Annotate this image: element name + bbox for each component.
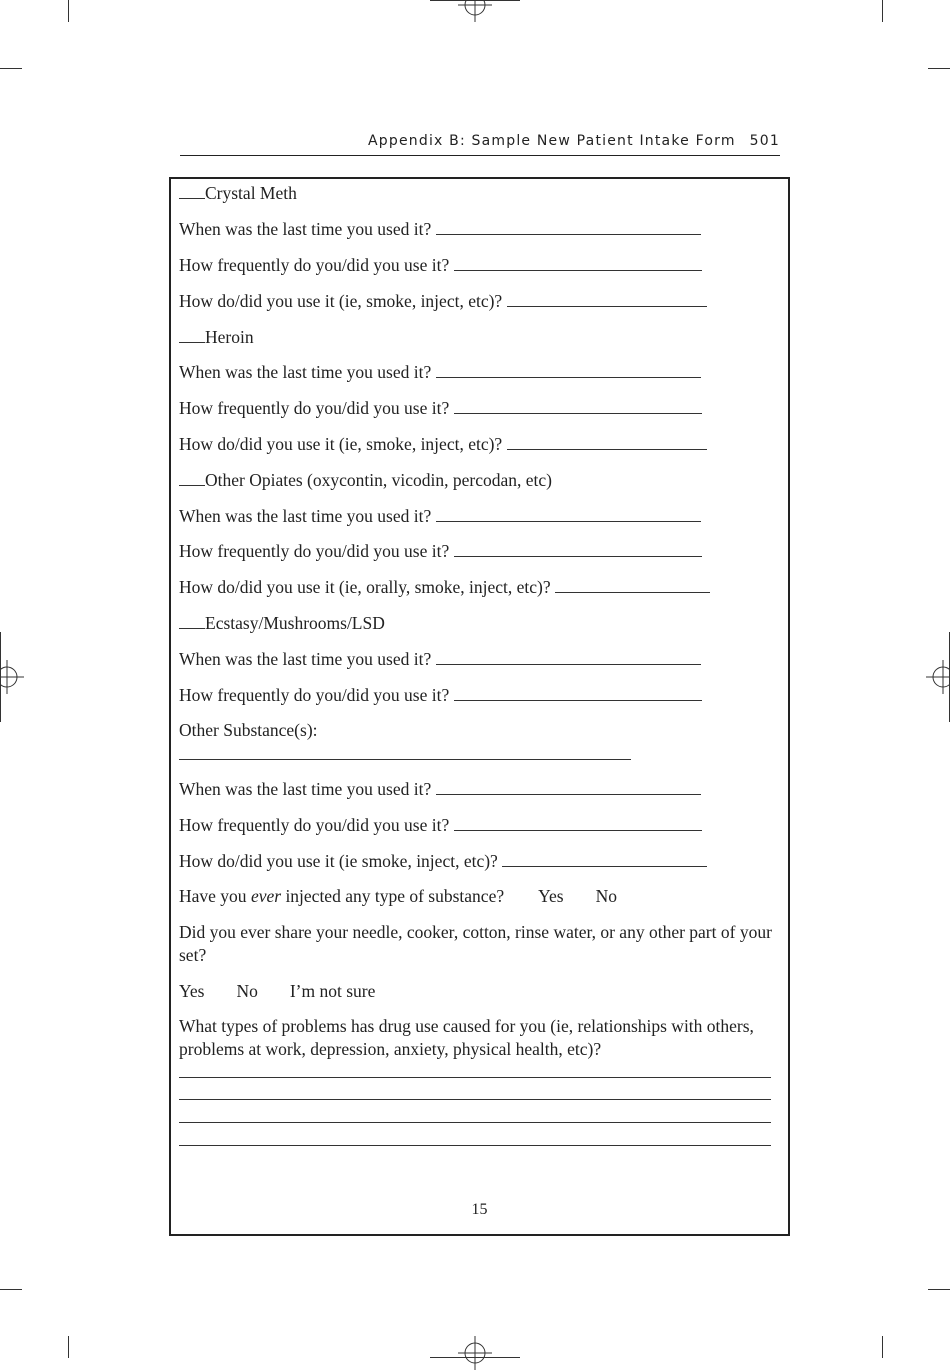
form-page-number: 15 — [471, 1201, 488, 1218]
check-blank[interactable] — [179, 469, 205, 486]
answer-line[interactable] — [179, 1122, 771, 1123]
answer-blank[interactable] — [436, 648, 701, 665]
answer-blank[interactable] — [454, 397, 702, 414]
crop-mark — [0, 1289, 22, 1290]
header-page-number: 501 — [749, 133, 780, 149]
crop-mark — [68, 0, 69, 22]
ecstasy-item: Ecstasy/Mushrooms/LSD — [179, 612, 385, 635]
answer-blank[interactable] — [502, 850, 707, 867]
answer-blank[interactable] — [436, 505, 701, 522]
opiates-item: Other Opiates (oxycontin, vicodin, percodan, etc) — [179, 469, 552, 492]
header-title: Appendix B: Sample New Patient Intake Form — [368, 133, 736, 149]
heroin-method: How do/did you use it (ie, smoke, inject, etc)? — [179, 433, 707, 456]
answer-blank[interactable] — [555, 576, 710, 593]
heroin-frequency: How frequently do you/did you use it? — [179, 397, 702, 420]
other-frequency: How frequently do you/did you use it? — [179, 814, 702, 837]
answer-blank[interactable] — [454, 814, 702, 831]
answer-blank[interactable] — [454, 254, 702, 271]
crop-mark — [0, 68, 22, 69]
answer-blank[interactable] — [507, 290, 707, 307]
share-options — [179, 980, 375, 1003]
form-box — [169, 177, 790, 1236]
crop-mark — [882, 1336, 883, 1358]
answer-line[interactable] — [179, 1099, 771, 1100]
crop-mark — [68, 1336, 69, 1358]
check-blank[interactable] — [179, 182, 205, 199]
check-blank[interactable] — [179, 326, 205, 343]
answer-blank[interactable] — [454, 540, 702, 557]
opiates-last-used: When was the last time you used it? — [179, 505, 701, 528]
answer-blank[interactable] — [507, 433, 707, 450]
crystal-frequency: How frequently do you/did you use it? — [179, 254, 702, 277]
registration-mark-icon — [926, 660, 950, 694]
share-yes-option[interactable]: Yes — [179, 981, 205, 1001]
answer-line[interactable] — [179, 1077, 771, 1078]
ecstasy-frequency: How frequently do you/did you use it? — [179, 684, 702, 707]
answer-blank[interactable] — [436, 778, 701, 795]
injected-yes-option[interactable]: Yes — [538, 886, 564, 906]
problems-question: What types of problems has drug use caused for you (ie, relationships with others, problems at work, depression, anxiety, physical health, etc)? — [179, 1016, 754, 1059]
running-header — [180, 131, 780, 156]
opiates-frequency: How frequently do you/did you use it? — [179, 540, 702, 563]
injected-no-option[interactable]: No — [595, 886, 617, 906]
share-no-option[interactable]: No — [236, 981, 258, 1001]
other-last-used: When was the last time you used it? — [179, 778, 701, 801]
ecstasy-last-used: When was the last time you used it? — [179, 648, 701, 671]
check-blank[interactable] — [179, 612, 205, 629]
answer-blank[interactable] — [436, 361, 701, 378]
answer-blank[interactable] — [454, 684, 702, 701]
heroin-item: Heroin — [179, 326, 254, 349]
other-method: How do/did you use it (ie smoke, inject, etc)? — [179, 850, 707, 873]
answer-line[interactable] — [179, 1145, 771, 1146]
crystal-method: How do/did you use it (ie, smoke, inject, etc)? — [179, 290, 707, 313]
crop-mark — [928, 1289, 950, 1290]
other-substance-blank[interactable] — [179, 759, 631, 760]
registration-mark-icon — [458, 0, 492, 22]
other-substance-label: Other Substance(s): — [179, 720, 318, 740]
crop-mark — [928, 68, 950, 69]
heroin-last-used: When was the last time you used it? — [179, 361, 701, 384]
crop-mark — [882, 0, 883, 22]
registration-mark-icon — [0, 660, 24, 694]
registration-mark-icon — [458, 1336, 492, 1370]
share-question: Did you ever share your needle, cooker, cotton, rinse water, or any other part of your set? — [179, 922, 772, 965]
opiates-method: How do/did you use it (ie, orally, smoke, inject, etc)? — [179, 576, 710, 599]
crystal-last-used: When was the last time you used it? — [179, 218, 701, 241]
share-unsure-option[interactable]: I’m not sure — [289, 981, 376, 1001]
injected-question: Have you ever injected any type of substance? Yes No — [179, 886, 617, 906]
answer-blank[interactable] — [436, 218, 701, 235]
crystal-meth-item: Crystal Meth — [179, 182, 297, 205]
